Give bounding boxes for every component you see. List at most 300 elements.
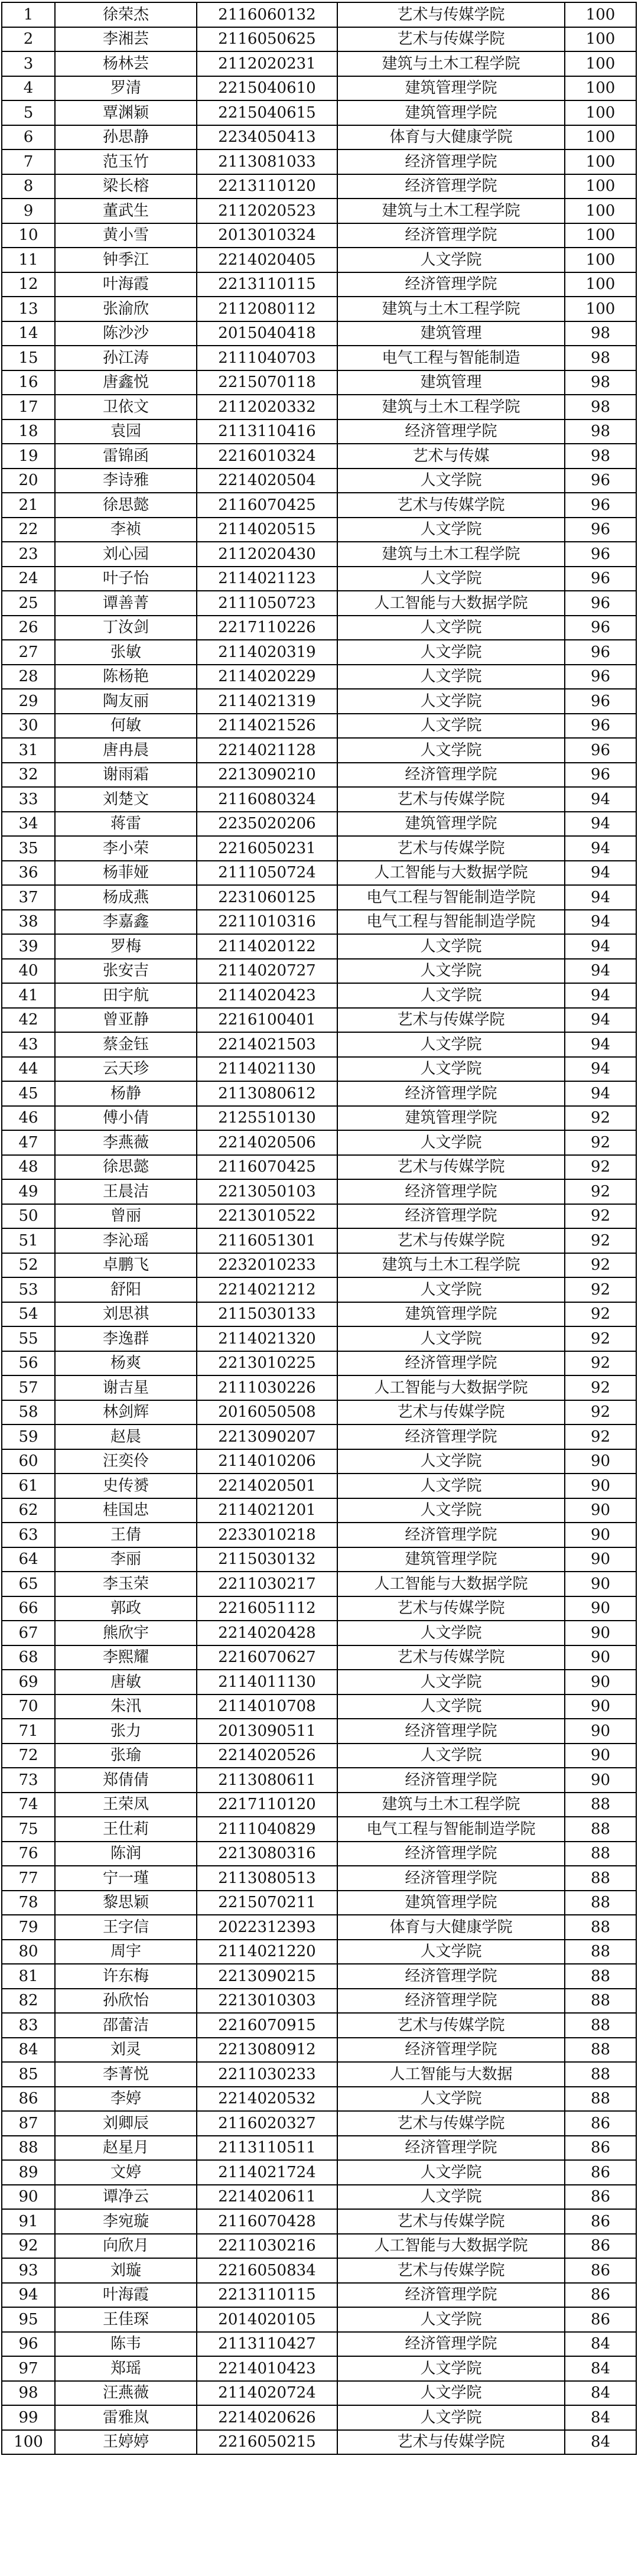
student-id-cell: 2113081033 [197,149,337,174]
score-cell: 94 [565,1008,636,1033]
department-cell: 电气工程与智能制造学院 [337,910,565,935]
rank-cell: 48 [2,1155,55,1180]
rank-cell: 18 [2,419,55,444]
name-cell: 田宇航 [55,983,197,1008]
score-cell: 92 [565,1375,636,1400]
student-id-cell: 2015040418 [197,321,337,346]
table-row [2,1081,636,1106]
score-cell: 88 [565,1989,636,2014]
department-cell: 经济管理学院 [337,272,565,297]
table-row [2,1106,636,1131]
rank-cell: 61 [2,1474,55,1498]
rank-cell: 81 [2,1964,55,1989]
score-cell: 84 [565,2381,636,2406]
score-cell: 88 [565,2013,636,2038]
table-row [2,1400,636,1425]
rank-cell: 63 [2,1523,55,1547]
rank-cell: 19 [2,444,55,469]
table-row [2,2356,636,2381]
table-row [2,51,636,76]
name-cell: 王婷婷 [55,2430,197,2455]
rank-cell: 42 [2,1008,55,1033]
table-row [2,1670,636,1694]
rank-cell: 5 [2,100,55,125]
student-id-cell: 2111040829 [197,1817,337,1842]
department-cell: 艺术与传媒学院 [337,2209,565,2234]
student-id-cell: 2214020532 [197,2087,337,2112]
student-id-cell: 2112020430 [197,542,337,567]
student-id-cell: 2114021724 [197,2160,337,2185]
department-cell: 经济管理学院 [337,1523,565,1547]
name-cell: 叶海霞 [55,2283,197,2308]
score-cell: 84 [565,2356,636,2381]
rank-cell: 34 [2,812,55,837]
score-cell: 92 [565,1204,636,1229]
department-cell: 人工智能与大数据学院 [337,1375,565,1400]
student-id-cell: 2214021128 [197,738,337,763]
name-cell: 朱汛 [55,1694,197,1719]
department-cell: 艺术与传媒学院 [337,787,565,812]
score-cell: 90 [565,1572,636,1596]
table-row [2,542,636,567]
table-row [2,2136,636,2161]
name-cell: 谢吉星 [55,1375,197,1400]
rank-cell: 52 [2,1253,55,1278]
department-cell: 经济管理学院 [337,763,565,788]
score-cell: 96 [565,689,636,714]
department-cell: 人文学院 [337,469,565,493]
name-cell: 郑瑶 [55,2356,197,2381]
table-row [2,2013,636,2038]
rank-cell: 13 [2,297,55,321]
department-cell: 人工智能与大数据 [337,2062,565,2087]
department-cell: 人文学院 [337,1694,565,1719]
student-id-cell: 2114021201 [197,1498,337,1523]
name-cell: 徐荣杰 [55,2,197,27]
student-id-cell: 2114010206 [197,1449,337,1474]
score-cell: 96 [565,542,636,567]
department-cell: 体育与大健康学院 [337,125,565,150]
department-cell: 经济管理学院 [337,149,565,174]
name-cell: 蔡金钰 [55,1032,197,1057]
name-cell: 郑倩倩 [55,1768,197,1793]
table-row [2,2111,636,2136]
name-cell: 陶友丽 [55,689,197,714]
name-cell: 王荣凤 [55,1793,197,1817]
student-id-cell: 2013090511 [197,1719,337,1744]
name-cell: 杨林芸 [55,51,197,76]
student-id-cell: 2116070428 [197,2209,337,2234]
student-id-cell: 2114021320 [197,1326,337,1351]
table-row [2,2062,636,2087]
table-row [2,665,636,689]
rank-cell: 43 [2,1032,55,1057]
rank-cell: 100 [2,2430,55,2455]
score-cell: 100 [565,223,636,248]
name-cell: 王晨洁 [55,1179,197,1204]
score-cell: 92 [565,1228,636,1253]
score-cell: 92 [565,1179,636,1204]
name-cell: 宁一瑾 [55,1866,197,1891]
student-id-cell: 2114011130 [197,1670,337,1694]
rank-cell: 73 [2,1768,55,1793]
rank-cell: 65 [2,1572,55,1596]
score-cell: 86 [565,2234,636,2259]
rank-cell: 30 [2,714,55,739]
department-cell: 建筑管理学院 [337,1891,565,1915]
department-cell: 人工智能与大数据学院 [337,2234,565,2259]
table-row [2,1719,636,1744]
table-row [2,1940,636,1964]
department-cell: 艺术与传媒学院 [337,1596,565,1621]
name-cell: 赵晨 [55,1424,197,1449]
department-cell: 人文学院 [337,1326,565,1351]
table-row [2,272,636,297]
student-id-cell: 2116060132 [197,2,337,27]
department-cell: 经济管理学院 [337,1351,565,1376]
student-id-cell: 2231060125 [197,885,337,910]
department-cell: 人文学院 [337,1498,565,1523]
department-cell: 人文学院 [337,1621,565,1645]
student-id-cell: 2232010233 [197,1253,337,1278]
student-id-cell: 2214020626 [197,2405,337,2430]
rank-cell: 12 [2,272,55,297]
name-cell: 李宛璇 [55,2209,197,2234]
student-id-cell: 2211030217 [197,1572,337,1596]
table-row [2,1326,636,1351]
department-cell: 建筑管理 [337,321,565,346]
score-cell: 88 [565,1817,636,1842]
student-id-cell: 2111050724 [197,861,337,886]
score-cell: 96 [565,567,636,591]
table-row [2,2038,636,2063]
department-cell: 经济管理学院 [337,1989,565,2014]
score-cell: 90 [565,1449,636,1474]
department-cell: 建筑管理学院 [337,1547,565,1572]
table-row [2,100,636,125]
score-cell: 86 [565,2283,636,2308]
table-row [2,346,636,370]
score-cell: 100 [565,149,636,174]
department-cell: 艺术与传媒学院 [337,2258,565,2283]
name-cell: 陈杨艳 [55,665,197,689]
student-id-cell: 2215070118 [197,370,337,395]
score-cell: 88 [565,2062,636,2087]
score-cell: 94 [565,983,636,1008]
name-cell: 谭净云 [55,2185,197,2210]
student-id-cell: 2111030226 [197,1375,337,1400]
rank-cell: 1 [2,2,55,27]
rank-cell: 94 [2,2283,55,2308]
department-cell: 人文学院 [337,1130,565,1155]
name-cell: 杨静 [55,1081,197,1106]
table-row [2,1793,636,1817]
student-id-cell: 2215040615 [197,100,337,125]
department-cell: 人工智能与大数据学院 [337,591,565,616]
student-id-cell: 2116051301 [197,1228,337,1253]
rank-cell: 68 [2,1645,55,1670]
student-id-cell: 2113080611 [197,1768,337,1793]
name-cell: 陈沙沙 [55,321,197,346]
table-row [2,1032,636,1057]
table-row [2,174,636,199]
score-cell: 86 [565,2209,636,2234]
name-cell: 卫依文 [55,395,197,419]
rank-cell: 89 [2,2160,55,2185]
name-cell: 刘楚文 [55,787,197,812]
name-cell: 李嘉鑫 [55,910,197,935]
rank-cell: 45 [2,1081,55,1106]
table-row [2,1866,636,1891]
student-id-cell: 2112080112 [197,297,337,321]
score-cell: 88 [565,1891,636,1915]
student-id-cell: 2114020724 [197,2381,337,2406]
student-id-cell: 2213090207 [197,1424,337,1449]
name-cell: 李丽 [55,1547,197,1572]
student-id-cell: 2022312393 [197,1915,337,1940]
department-cell: 人文学院 [337,567,565,591]
department-cell: 人文学院 [337,934,565,959]
rank-cell: 67 [2,1621,55,1645]
score-cell: 90 [565,1768,636,1793]
name-cell: 叶子怡 [55,567,197,591]
student-id-cell: 2215070211 [197,1891,337,1915]
rank-cell: 71 [2,1719,55,1744]
score-cell: 94 [565,885,636,910]
table-row [2,395,636,419]
table-row [2,1302,636,1327]
score-cell: 96 [565,591,636,616]
score-cell: 96 [565,493,636,518]
department-cell: 经济管理学院 [337,1081,565,1106]
department-cell: 经济管理学院 [337,174,565,199]
student-id-cell: 2214021503 [197,1032,337,1057]
department-cell: 人文学院 [337,1032,565,1057]
table-row [2,2234,636,2259]
name-cell: 徐思懿 [55,493,197,518]
table-row [2,640,636,665]
score-cell: 94 [565,787,636,812]
score-cell: 88 [565,2087,636,2112]
rank-cell: 40 [2,959,55,984]
department-cell: 建筑与土木工程学院 [337,297,565,321]
rank-cell: 83 [2,2013,55,2038]
student-id-cell: 2114021220 [197,1940,337,1964]
rank-cell: 55 [2,1326,55,1351]
table-row [2,1449,636,1474]
score-cell: 84 [565,2405,636,2430]
rank-cell: 98 [2,2381,55,2406]
score-cell: 96 [565,665,636,689]
student-id-cell: 2213110115 [197,272,337,297]
rank-cell: 80 [2,1940,55,1964]
name-cell: 曾丽 [55,1204,197,1229]
table-row [2,910,636,935]
name-cell: 罗清 [55,76,197,101]
name-cell: 杨成燕 [55,885,197,910]
rank-cell: 82 [2,1989,55,2014]
score-cell: 100 [565,100,636,125]
score-cell: 100 [565,51,636,76]
name-cell: 蒋雷 [55,812,197,837]
table-row [2,444,636,469]
student-id-cell: 2235020206 [197,812,337,837]
rank-cell: 47 [2,1130,55,1155]
name-cell: 唐冉晨 [55,738,197,763]
rank-cell: 2 [2,27,55,52]
table-row [2,2258,636,2283]
name-cell: 范玉竹 [55,149,197,174]
name-cell: 汪奕伶 [55,1449,197,1474]
score-cell: 94 [565,910,636,935]
rank-cell: 7 [2,149,55,174]
name-cell: 唐鑫悦 [55,370,197,395]
student-id-cell: 2116020327 [197,2111,337,2136]
student-id-cell: 2213010303 [197,1989,337,2014]
department-cell: 人文学院 [337,1449,565,1474]
rank-cell: 86 [2,2087,55,2112]
name-cell: 董武生 [55,199,197,223]
rank-cell: 11 [2,248,55,272]
student-id-cell: 2217110226 [197,616,337,640]
table-row [2,1694,636,1719]
student-id-cell: 2114020319 [197,640,337,665]
score-cell: 86 [565,2258,636,2283]
student-id-cell: 2213010225 [197,1351,337,1376]
table-row [2,1498,636,1523]
name-cell: 孙江涛 [55,346,197,370]
name-cell: 李菁悦 [55,2062,197,2087]
table-row [2,1375,636,1400]
score-cell: 90 [565,1719,636,1744]
rank-cell: 53 [2,1277,55,1302]
student-id-cell: 2216070627 [197,1645,337,1670]
student-id-cell: 2211030216 [197,2234,337,2259]
score-cell: 94 [565,934,636,959]
department-cell: 人文学院 [337,640,565,665]
rank-cell: 10 [2,223,55,248]
name-cell: 李婷 [55,2087,197,2112]
score-cell: 90 [565,1621,636,1645]
table-row [2,885,636,910]
score-cell: 96 [565,518,636,542]
rank-cell: 35 [2,836,55,861]
student-id-cell: 2213080912 [197,2038,337,2063]
name-cell: 曾亚静 [55,1008,197,1033]
department-cell: 人文学院 [337,1474,565,1498]
name-cell: 李逸群 [55,1326,197,1351]
table-row [2,1204,636,1229]
rank-cell: 90 [2,2185,55,2210]
department-cell: 电气工程与智能制造学院 [337,1817,565,1842]
table-row [2,1645,636,1670]
name-cell: 桂国忠 [55,1498,197,1523]
name-cell: 袁园 [55,419,197,444]
table-row [2,1424,636,1449]
name-cell: 何敏 [55,714,197,739]
department-cell: 电气工程与智能制造 [337,346,565,370]
table-row [2,2283,636,2308]
table-row [2,1008,636,1033]
table-row [2,591,636,616]
department-cell: 经济管理学院 [337,1866,565,1891]
name-cell: 熊欣宇 [55,1621,197,1645]
score-cell: 86 [565,2307,636,2332]
table-row [2,1547,636,1572]
name-cell: 黄小雪 [55,223,197,248]
student-id-cell: 2125510130 [197,1106,337,1131]
name-cell: 刘卿辰 [55,2111,197,2136]
table-row [2,27,636,52]
table-row [2,959,636,984]
department-cell: 经济管理学院 [337,2283,565,2308]
name-cell: 邵蕾洁 [55,2013,197,2038]
table-row [2,1130,636,1155]
department-cell: 人文学院 [337,2307,565,2332]
rank-cell: 77 [2,1866,55,1891]
score-cell: 94 [565,836,636,861]
department-cell: 建筑与土木工程学院 [337,1253,565,1278]
student-id-cell: 2214020611 [197,2185,337,2210]
student-id-cell: 2114010708 [197,1694,337,1719]
name-cell: 周宇 [55,1940,197,1964]
table-row [2,223,636,248]
department-cell: 经济管理学院 [337,1719,565,1744]
department-cell: 艺术与传媒学院 [337,1155,565,1180]
table-row [2,518,636,542]
rank-cell: 74 [2,1793,55,1817]
department-cell: 人文学院 [337,714,565,739]
name-cell: 张渝欣 [55,297,197,321]
score-cell: 100 [565,174,636,199]
name-cell: 卓鹏飞 [55,1253,197,1278]
department-cell: 人文学院 [337,1940,565,1964]
score-cell: 96 [565,738,636,763]
table-row [2,689,636,714]
rank-cell: 32 [2,763,55,788]
table-row [2,2405,636,2430]
department-cell: 人文学院 [337,1277,565,1302]
rank-cell: 14 [2,321,55,346]
score-cell: 100 [565,297,636,321]
name-cell: 丁汝剑 [55,616,197,640]
score-cell: 88 [565,1940,636,1964]
department-cell: 建筑与土木工程学院 [337,542,565,567]
rank-cell: 28 [2,665,55,689]
department-cell: 艺术与传媒学院 [337,1008,565,1033]
name-cell: 李熙耀 [55,1645,197,1670]
department-cell: 人文学院 [337,2087,565,2112]
score-cell: 90 [565,1645,636,1670]
department-cell: 人文学院 [337,2356,565,2381]
table-row [2,2332,636,2357]
student-id-cell: 2213110120 [197,174,337,199]
table-row [2,2087,636,2112]
rank-cell: 62 [2,1498,55,1523]
department-cell: 建筑管理 [337,370,565,395]
score-cell: 100 [565,199,636,223]
name-cell: 钟季江 [55,248,197,272]
rank-cell: 78 [2,1891,55,1915]
student-id-cell: 2213010522 [197,1204,337,1229]
table-row [2,714,636,739]
score-cell: 96 [565,763,636,788]
department-cell: 人文学院 [337,665,565,689]
student-id-cell: 2116080324 [197,787,337,812]
table-row [2,2381,636,2406]
name-cell: 李湘芸 [55,27,197,52]
department-cell: 人工智能与大数据学院 [337,861,565,886]
